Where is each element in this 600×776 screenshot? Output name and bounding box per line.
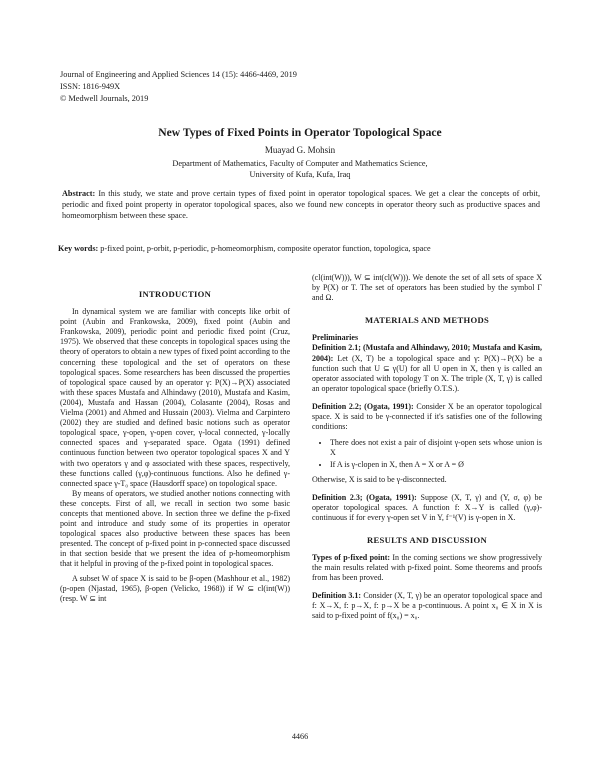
list-item: • If A is γ-clopen in X, then A = X or A = Ø (330, 460, 542, 470)
abstract (62, 188, 540, 221)
paper-title: New Types of Fixed Points in Operator Topological Space (158, 126, 442, 139)
journal-copyright: © Medwell Journals, 2019 (60, 94, 149, 103)
keywords-text: p-fixed point, p-orbit, p-periodic, p-homeomorphism, composite operator function, topologica, space (100, 244, 431, 253)
definition-3-1-text: Consider (X, T, γ) be an operator topological space and f: X→X, f: p→X, f: p→X be a p-continuous. A point x₀ ∈ X in X is said to p-fixed point of f(x₀) = x₀. (312, 591, 542, 621)
definition-3-1 (312, 591, 542, 621)
definition-2-2 (312, 402, 542, 432)
results-intro-label: Types of p-fixed point: (312, 552, 391, 562)
left-column (60, 289, 290, 604)
materials-heading: MATERIALS AND METHODS (364, 315, 490, 326)
intro-paragraph-1: In dynamical system we are familiar with concepts like orbit of point (Aubin and Frankowska, 2009), fixed point (Aubin and Frankowska, 2009), periodic point and periodic fixed point (Cruz, 1975). We observed that these concepts in topological spaces using the theory of operators to obtain a new types of fixed point according to the concerning these topological and the set of operators on these topological spaces. Some researchers has been discussed the properties of topological space caused by an operator γ: P(X)→P(X) associated with these spaces Mustafa and Alhindawy (2010), Mustafa and Kasim, (2004), Mustafa and Hassan (2004), Colasante (2004), Rosas and Vielma (2001) and Ahmed and Hussain (2003). Vielma and Carpintero (2002) they are studied and defined basic notions such as operator topological space, γ-open, γ-open cover, γ-local connected, γ-locally connected spaces and γ-separated space. Ogata (1991) defined continuous function between two operator topological spaces X and Y with two operators γ and φ associated with these spaces, respectively, these functions called (γ,φ)-continuous functions. Also he defined γ-connected space γ-T₀ space (Hausdorff space) on topological space. (60, 307, 290, 488)
definition-2-3-text: Suppose (X, T, γ) and (Y, σ, φ) be operator topological spaces. A function f: X→Y is called (γ,φ)-continuous if for every γ-open set V in Y, f⁻¹(V) is γ-open in X. (312, 492, 543, 522)
definition-2-1 (312, 343, 542, 393)
definition-3-1-label: Definition 3.1: (312, 591, 362, 601)
intro-paragraph-2: By means of operators, we studied another notions connecting with these concepts. First of all, we recall in section two some basic concepts that mentioned above. In section three we define the p-fixed point and introduce and study some of its properties in operator topological spaces also productive between these spaces has been presented. The concept of p-fixed point in p-connected space discussed in that section beside that we present the idea of p-homeomorphism that it helpful in proving of the p-fixed point in topological spaces. (60, 488, 290, 569)
intro-paragraph-3: A subset W of space X is said to be β-open (Mashhour et al., 1982) (p-open (Njastad, 1965), β-open (Velicko, 1968)) if W ⊆ cl(int(W)) (resp. W ⊆ int (60, 573, 290, 603)
results-intro-text: In the coming sections we show progressively the main results related with p-fixed point. Some theorems and proofs from has been proved. (312, 552, 543, 583)
abstract-label: Abstract: (62, 189, 96, 198)
intro-continuation: (cl(int(W))), W ⊆ int(cl(W))). We denote the set of all sets of space X by P(X) or T. The set of operators has been studied by the symbol Γ and Ω. (312, 273, 542, 303)
introduction-heading: INTRODUCTION (138, 289, 212, 299)
affiliation-line-1: Department of Mathematics, Faculty of Computer and Mathematics Science, (172, 159, 428, 168)
definition-2-1-text: Let (X, T) be a topological space and γ: P(X)→P(X) be a function such that U ⊆ γ(U) for all U open in X, then γ is called an operator associated with topology T on X. The triple (X, T, γ) is called an operator topological space (briefly O.T.S.). (312, 353, 542, 393)
definition-2-3 (312, 493, 542, 523)
journal-issn: ISSN: 1816-949X (60, 82, 121, 91)
definition-2-1-label: Definition 2.1; (Mustafa and Alhindawy, 2010; Mustafa and Kasim, 2004): (312, 343, 542, 363)
definition-2-3-label: Definition 2.3; (Ogata, 1991): (312, 492, 417, 502)
results-intro (312, 553, 542, 583)
definition-2-2-note: Otherwise, X is said to be γ-disconnected. (312, 474, 447, 484)
preliminaries-heading: Preliminaries (312, 333, 359, 343)
keywords-label: Key words: (58, 244, 99, 253)
definition-2-2-label: Definition 2.2; (Ogata, 1991): (312, 401, 414, 411)
page-number: 4466 (291, 732, 309, 741)
right-column (312, 273, 542, 622)
journal-citation: Journal of Engineering and Applied Sciences 14 (15): 4466-4469, 2019 (60, 70, 297, 79)
condition-list (312, 438, 542, 470)
results-heading: RESULTS AND DISCUSSION (367, 534, 487, 545)
list-item: • There does not exist a pair of disjoint γ-open sets whose union is X (330, 438, 542, 458)
author-name: Muayad G. Mohsin (264, 145, 336, 155)
keywords (58, 243, 538, 254)
abstract-text: In this study, we state and prove certain types of fixed point in operator topological spaces. We get a clear the concepts of orbit, periodic and fixed point property in operator topological spaces, also we found new concepts in operator theory such as productive spaces and homeomorphism between these space. (62, 189, 541, 220)
affiliation-line-2: University of Kufa, Kufa, Iraq (249, 170, 351, 179)
definition-2-2-text: Consider X be an operator topological space. X is said to be γ-connected if it's satisfies one of the following conditions: (312, 401, 542, 432)
